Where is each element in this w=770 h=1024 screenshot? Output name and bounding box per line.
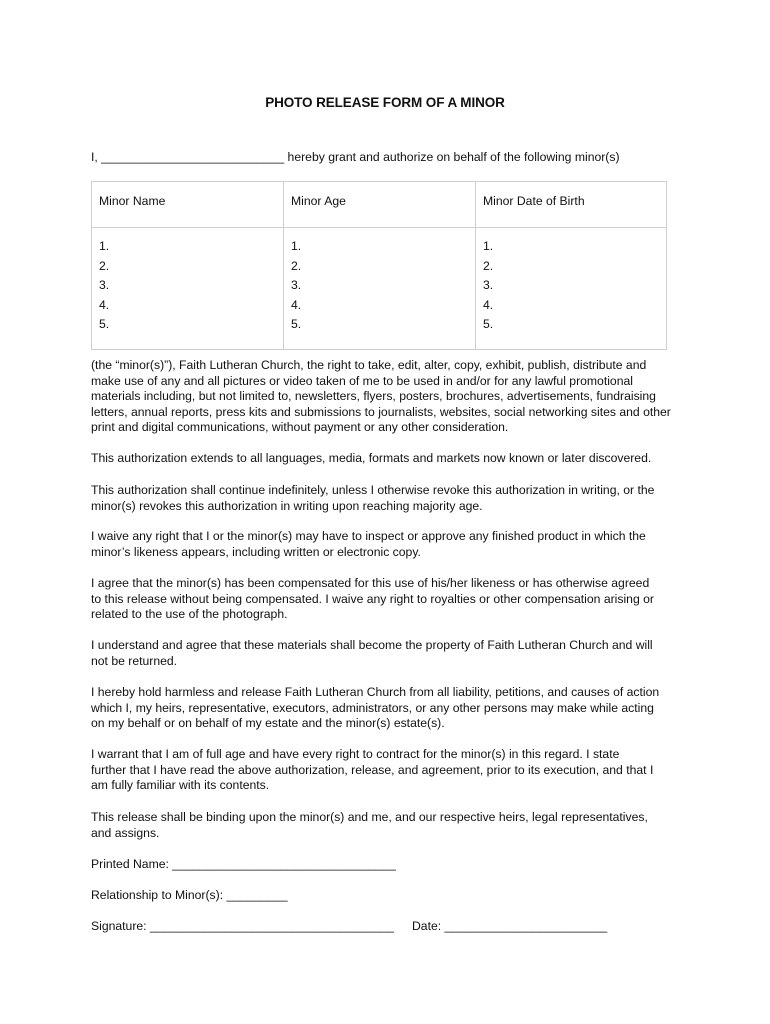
row-number: 2. — [483, 258, 494, 273]
form-title: PHOTO RELEASE FORM OF A MINOR — [265, 95, 505, 110]
table-header-row — [92, 182, 667, 228]
liability-paragraph — [91, 685, 691, 732]
row-number: 2. — [291, 258, 302, 273]
paragraph-line: This authorization extends to all languages, media, formats and markets now known or later discovered. — [91, 451, 652, 465]
paragraph-line: I agree that the minor(s) has been compensated for this use of his/her likeness or has otherwise agreed — [91, 576, 650, 590]
paragraph-line: make use of any and all pictures or video taken of me to be used in and/or for any lawful promotional — [91, 373, 633, 388]
paragraph-line: and assigns. — [91, 825, 160, 840]
row-number: 3. — [291, 278, 302, 292]
row-number: 1. — [99, 239, 110, 253]
warranty-paragraph — [91, 747, 691, 794]
paragraph-line: to this release without being compensated. I waive any right to royalties or other compensation arising or — [91, 591, 654, 606]
paragraph-line: minor(s) revokes this authorization in writing upon reaching majority age. — [91, 498, 483, 513]
waiver-paragraph — [91, 529, 691, 560]
date-field[interactable]: Date: ________________________ — [412, 919, 608, 933]
paragraph-line: This release shall be binding upon the minor(s) and me, and our respective heirs, legal representatives, — [91, 810, 648, 824]
paragraph-line: letters, annual reports, press kits and submissions to journalists, websites, social networking sites and other — [91, 404, 671, 419]
signature-field[interactable]: Signature: ____________________________________ — [91, 919, 394, 933]
row-number: 5. — [99, 317, 110, 331]
binding-paragraph — [91, 810, 691, 841]
header-minor-dob: Minor Date of Birth — [476, 182, 667, 228]
row-number: 4. — [291, 297, 302, 312]
paragraph-line: I hereby hold harmless and release Faith Lutheran Church from all liability, petitions, and causes of action — [91, 685, 660, 699]
row-number: 5. — [291, 317, 302, 331]
row-number: 1. — [291, 239, 302, 253]
minor-dob-cell[interactable] — [476, 228, 667, 350]
rights-paragraph — [91, 358, 691, 436]
duration-paragraph — [91, 483, 691, 514]
paragraph-line: minor’s likeness appears, including written or electronic copy. — [91, 544, 421, 559]
property-paragraph — [91, 638, 691, 669]
minors-table — [91, 181, 667, 350]
row-number: 5. — [483, 317, 494, 331]
row-number: 4. — [99, 297, 110, 312]
paragraph-line: I waive any right that I or the minor(s) may have to inspect or approve any finished product in which the — [91, 529, 646, 543]
scope-paragraph — [91, 451, 691, 467]
relationship-field[interactable]: Relationship to Minor(s): _________ — [91, 888, 288, 902]
grant-line: I, ___________________________ hereby grant and authorize on behalf of the following minor(s) — [91, 150, 620, 164]
paragraph-line: related to the use of the photograph. — [91, 607, 288, 621]
paragraph-line: not be returned. — [91, 653, 178, 668]
paragraph-line: am fully familiar with its contents. — [91, 778, 270, 792]
row-number: 1. — [483, 239, 494, 253]
paragraph-line: I understand and agree that these materials shall become the property of Faith Lutheran Church and will — [91, 638, 653, 652]
paragraph-line: print and digital communications, without payment or any other consideration. — [91, 420, 509, 434]
row-number: 3. — [483, 278, 494, 292]
header-minor-name: Minor Name — [92, 182, 284, 228]
row-number: 3. — [99, 278, 110, 292]
paragraph-line: further that I have read the above authorization, release, and agreement, prior to its execution, and that I — [91, 762, 654, 777]
table-row — [92, 228, 667, 350]
paragraph-line: which I, my heirs, representative, executors, administrators, or any other persons may make while acting — [91, 700, 654, 715]
row-number: 4. — [483, 297, 494, 312]
paragraph-line: (the “minor(s)”), Faith Lutheran Church, the right to take, edit, alter, copy, exhibit, publish, distribute and — [91, 358, 647, 372]
paragraph-line: materials including, but not limited to, newsletters, flyers, posters, brochures, advertisements, fundraising — [91, 389, 656, 403]
compensation-paragraph — [91, 576, 691, 623]
paragraph-line: I warrant that I am of full age and have every right to contract for the minor(s) in this regard. I state — [91, 747, 620, 761]
row-number: 2. — [99, 258, 110, 273]
printed-name-field[interactable]: Printed Name: _________________________________ — [91, 857, 396, 871]
paragraph-line: on my behalf or on behalf of my estate and the minor(s) estate(s). — [91, 716, 445, 730]
minor-name-cell[interactable] — [92, 228, 284, 350]
minor-age-cell[interactable] — [284, 228, 476, 350]
paragraph-line: This authorization shall continue indefinitely, unless I otherwise revoke this authorization in writing, or the — [91, 483, 655, 497]
header-minor-age: Minor Age — [284, 182, 476, 228]
